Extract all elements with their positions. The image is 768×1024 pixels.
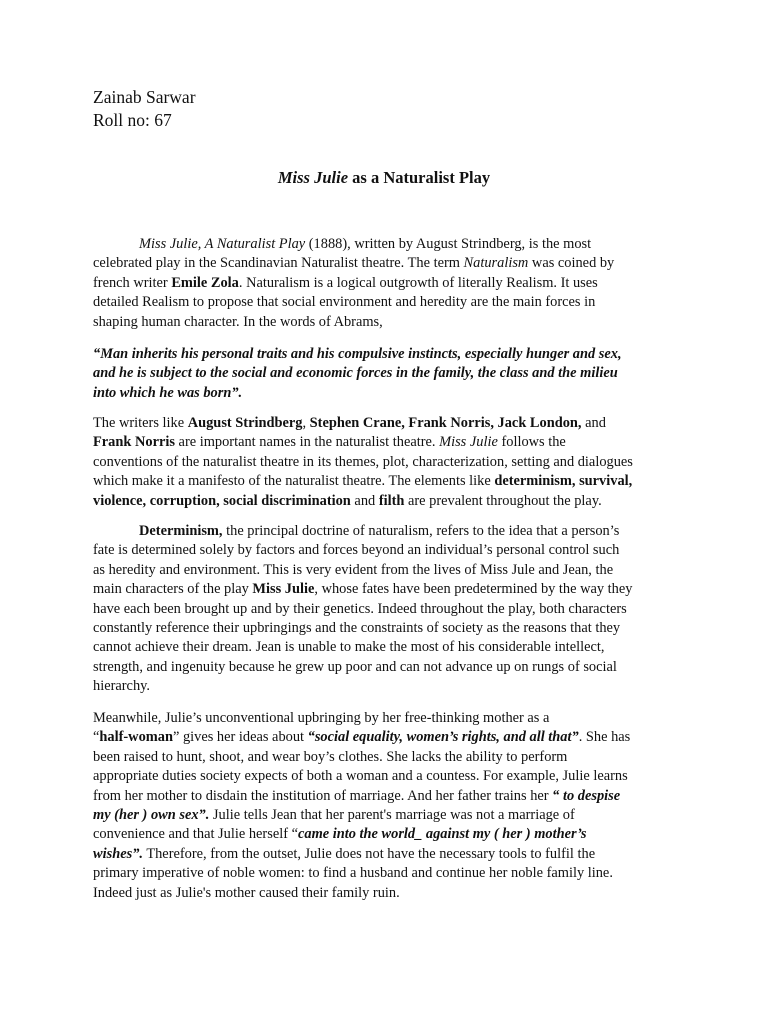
title-italic: Miss Julie <box>277 168 349 187</box>
text-line <box>93 600 683 619</box>
text-line <box>93 845 683 864</box>
text-run: Meanwhile, Julie’s unconventional upbringing by her free-thinking mother as a <box>93 710 550 726</box>
text-run: wishes”. <box>93 845 143 862</box>
text-line <box>93 433 683 452</box>
text-run: and <box>581 415 606 431</box>
text-run: came into the world_ against my ( her ) mother’s <box>297 826 587 843</box>
text-line <box>93 492 683 511</box>
title-rest: as a Naturalist Play <box>348 168 491 187</box>
roll-number: Roll no: 67 <box>93 110 172 130</box>
text-line <box>93 522 683 541</box>
text-run: Naturalism <box>463 255 529 272</box>
text-run: and he is subject to the social and economic forces in the family, the class and the milieu <box>93 365 618 382</box>
text-run: french writer <box>93 274 172 291</box>
text-run: ” gives her ideas about <box>172 729 308 746</box>
text-run: hierarchy. <box>93 678 150 695</box>
text-line <box>93 541 683 560</box>
text-line <box>93 728 683 747</box>
text-run: celebrated play in the Scandinavian Naturalist theatre. The term <box>93 255 464 272</box>
text-line <box>93 709 683 728</box>
text-run: Frank Norris <box>93 434 175 451</box>
text-line <box>93 453 683 472</box>
text-run: my (her ) own sex”. <box>93 807 210 824</box>
text-line <box>93 638 683 657</box>
text-run: main characters of the play <box>93 581 253 598</box>
text-line <box>93 864 683 883</box>
text-line <box>93 884 683 903</box>
text-line <box>93 384 683 403</box>
text-line <box>93 313 683 332</box>
text-line <box>93 293 683 312</box>
text-run: . Naturalism is a logical outgrowth of literally Realism. It uses <box>238 274 598 291</box>
text-line <box>93 658 683 677</box>
text-run: Indeed just as Julie's mother caused their family ruin. <box>93 884 400 901</box>
text-run: Emile Zola <box>171 274 239 291</box>
text-line <box>93 825 683 844</box>
text-line <box>93 619 683 638</box>
text-run: violence, corruption, social discrimination <box>93 492 351 509</box>
text-run: and <box>350 492 379 509</box>
text-run: Miss Julie <box>439 434 498 451</box>
text-line <box>93 806 683 825</box>
text-line <box>93 561 683 580</box>
text-run: from her mother to disdain the institution of marriage. And her father trains her <box>93 787 553 804</box>
text-line <box>93 677 683 696</box>
text-run: August Strindberg <box>187 415 303 431</box>
text-line <box>93 767 683 786</box>
text-run: primary imperative of noble women: to find a husband and continue her noble family line. <box>93 865 613 882</box>
text-line <box>93 235 683 254</box>
text-run: follows the <box>497 434 566 451</box>
text-run: fate is determined solely by factors and forces beyond an individual’s personal control such <box>93 542 620 559</box>
text-run: “social equality, women’s rights, and all that” <box>307 729 579 746</box>
text-line <box>93 472 683 491</box>
author-block <box>93 86 683 132</box>
text-run: was coined by <box>528 255 615 272</box>
text-run: are prevalent throughout the play. <box>404 492 602 509</box>
author-name: Zainab Sarwar <box>93 87 196 107</box>
text-run: Miss Julie, A Naturalist Play <box>139 236 306 252</box>
paragraph-intro <box>93 235 683 332</box>
text-run: have each been brought up and by their genetics. Indeed throughout the play, both characters <box>93 600 627 617</box>
text-run: “ <box>93 729 100 746</box>
text-run: conventions of the naturalist theatre in its themes, plot, characterization, setting and dialogues <box>93 453 633 470</box>
text-line <box>93 787 683 806</box>
text-run: “ to despise <box>552 787 621 804</box>
text-run: Determinism, <box>139 523 223 539</box>
text-run: (1888), written by August Strindberg, is the most <box>305 236 592 252</box>
paragraph-naturalist-writers <box>93 414 683 511</box>
text-run: convenience and that Julie herself “ <box>93 826 298 843</box>
text-run: appropriate duties society expects of both a woman and a countess. For example, Julie learns <box>93 768 628 785</box>
text-run: constantly reference their upbringings and the constraints of society as the reasons that they <box>93 620 621 637</box>
text-line <box>93 364 683 383</box>
text-run: cannot achieve their dream. Jean is unable to make the most of his considerable intellect, <box>93 639 605 656</box>
text-run: been raised to hunt, shoot, and wear boy’s clothes. She lacks the ability to perform <box>93 748 568 765</box>
text-run: are important names in the naturalist theatre. <box>174 434 440 451</box>
text-run: Stephen Crane, Frank Norris, Jack London, <box>309 415 582 431</box>
text-line <box>93 274 683 293</box>
paragraph-julie-upbringing <box>93 709 683 903</box>
text-line <box>93 580 683 599</box>
text-line <box>93 414 683 433</box>
paragraph-determinism <box>93 522 683 697</box>
text-run: strength, and ingenuity because he grew up poor and can not advance up on rungs of social <box>93 658 617 675</box>
document-title <box>0 167 768 189</box>
text-run: , <box>302 415 310 431</box>
text-run: The writers like <box>93 415 188 431</box>
text-run: half-woman <box>99 729 173 746</box>
text-run: as heredity and environment. This is very evident from the lives of Miss Jule and Jean, the <box>93 561 614 578</box>
text-run: “Man inherits his personal traits and his compulsive instincts, especially hunger and sex, <box>93 346 622 362</box>
text-run: , whose fates have been predetermined by the way they <box>314 581 633 598</box>
text-run: Julie tells Jean that her parent's marriage was not a marriage of <box>209 807 575 824</box>
text-run: which make it a manifesto of the naturalist theatre. The elements like <box>93 473 495 490</box>
paragraph-abrams-quote <box>93 345 683 403</box>
text-run: the principal doctrine of naturalism, refers to the idea that a person’s <box>222 523 620 539</box>
text-line <box>93 748 683 767</box>
text-run: . She has <box>578 729 631 746</box>
text-line <box>93 254 683 273</box>
text-line <box>93 345 683 364</box>
text-run: filth <box>378 492 405 509</box>
text-run: detailed Realism to propose that social environment and heredity are the main forces in <box>93 294 596 311</box>
text-run: determinism, survival, <box>494 473 633 490</box>
text-run: Therefore, from the outset, Julie does not have the necessary tools to fulfil the <box>142 845 596 862</box>
text-run: shaping human character. In the words of Abrams, <box>93 313 383 330</box>
text-run: Miss Julie <box>252 581 315 598</box>
text-run: into which he was born”. <box>93 384 243 401</box>
